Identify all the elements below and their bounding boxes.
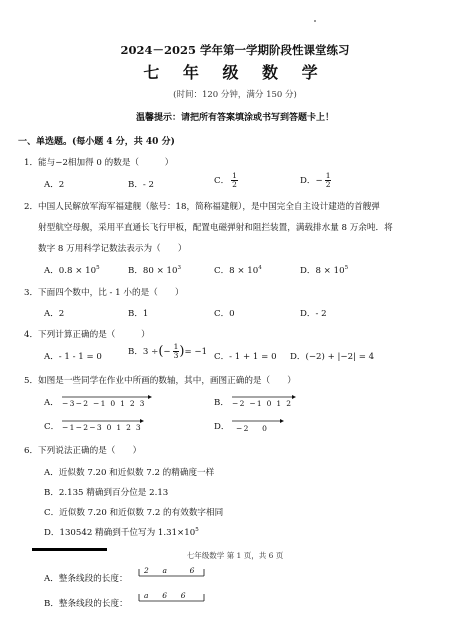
segment-b-labels: a 6 6: [144, 591, 187, 600]
q2-option-d: D．$8 \times 10^5$: [300, 265, 349, 276]
q1-d-fraction: $\frac{1}{2}$: [325, 171, 331, 189]
q2-option-c: C．$8 \times 10^4$: [214, 265, 262, 276]
q1-option-c: C． $\frac{1}{2}$: [214, 171, 237, 189]
q5-option-d: D．: [214, 422, 230, 432]
q6-option-d: D．130542 精确到千位写为 $1.31\times 10^5$: [44, 527, 199, 538]
q3-option-b: B．1: [128, 309, 149, 319]
q3-option-d: D．- 2: [300, 309, 327, 319]
number-line-c: [62, 418, 144, 436]
q2-line-1: 2．中国人民解放军海军福建舰（舷号：18，简称福建舰），是中国完全自主设计建造的首艘弹: [24, 202, 380, 212]
q5-option-c: C．: [44, 422, 60, 432]
q4-option-c: C．- 1 + 1 = 0: [214, 352, 277, 362]
q4-option-b: B．3 ÷(− $\frac{1}{3}$ )= −1: [128, 342, 208, 360]
page-footer: 七年级数学 第 1 页，共 6 页: [186, 551, 284, 560]
q2-line-2: 射型航空母舰，采用平直通长飞行甲板，配置电磁弹射和阻拦装置，满载排水量 8 万余吨．将: [38, 223, 393, 233]
q1-option-a: A．2: [44, 180, 65, 190]
number-line-b-labels: −2 −1 0 1 2: [232, 399, 293, 408]
q5-option-a: A．: [44, 398, 59, 408]
q7-option-a: A．整条线段的长度：: [44, 574, 128, 584]
q3-option-a: A．2: [44, 309, 65, 319]
number-line-a: [62, 394, 152, 412]
scan-dot: [314, 20, 316, 22]
q6-option-b: B．2.135 精确到百分位是 2.13: [44, 488, 169, 498]
q3-option-c: C．0: [214, 309, 235, 319]
q4-option-d: D．(−2) + |−2| = 4: [290, 352, 375, 362]
q2-option-a: A．$0.8 \times 10^5$: [44, 265, 100, 276]
number-line-c-labels: −1−2−3 0 1 2 3: [62, 423, 142, 432]
q7-option-b: B．整条线段的长度：: [44, 599, 128, 609]
q6-option-c: C．近似数 7.20 和近似数 7.2 的有效数字相同: [44, 508, 224, 518]
tip-text: 温馨提示：请把所有答案填涂或书写到答题卡上！: [135, 113, 334, 123]
q4-b-fraction: $\frac{1}{3}$: [173, 342, 179, 360]
number-line-d: [232, 418, 284, 436]
q5-stem: 5．如图是一些同学在作业中所画的数轴，其中，画图正确的是（ ）: [24, 376, 296, 386]
segment-a: [138, 566, 206, 578]
q2-option-b: B．$80 \times 10^3$: [128, 265, 181, 276]
q5-option-b: B．: [214, 398, 229, 408]
q6-option-a: A．近似数 7.20 和近似数 7.2 的精确度一样: [44, 468, 215, 478]
q4-stem: 4．下列计算正确的是（ ）: [24, 330, 150, 340]
number-line-b: [232, 394, 296, 412]
q1-option-d: D．− $\frac{1}{2}$: [300, 171, 331, 189]
q2-line-3: 数字 8 万用科学记数法表示为（ ）: [38, 244, 187, 254]
segment-b: [138, 591, 206, 603]
q3-stem: 3．下面四个数中，比 - 1 小的是（ ）: [24, 288, 184, 298]
subject-title: 七 年 级 数 学: [143, 63, 327, 82]
section-heading: 一、单选题。(每小题 4 分，共 40 分): [18, 137, 175, 147]
q1-stem: 1．能与−2相加得 0 的数是（ ）: [24, 158, 174, 168]
exam-title: 2024－2025 学年第一学期阶段性课堂练习: [120, 43, 350, 57]
exam-info: (时间：120 分钟，满分 150 分): [173, 90, 297, 100]
q4-option-a: A．- 1 - 1 = 0: [44, 352, 102, 362]
q6-stem: 6．下列说法正确的是（ ）: [24, 446, 142, 456]
number-line-d-labels: −2 0: [236, 424, 269, 433]
segment-a-labels: 2 a 6: [144, 566, 196, 575]
number-line-a-labels: −3−2 −1 0 1 2 3: [62, 399, 146, 408]
q1-option-b: B．- 2: [128, 180, 155, 190]
q1-c-fraction: $\frac{1}{2}$: [232, 171, 237, 189]
